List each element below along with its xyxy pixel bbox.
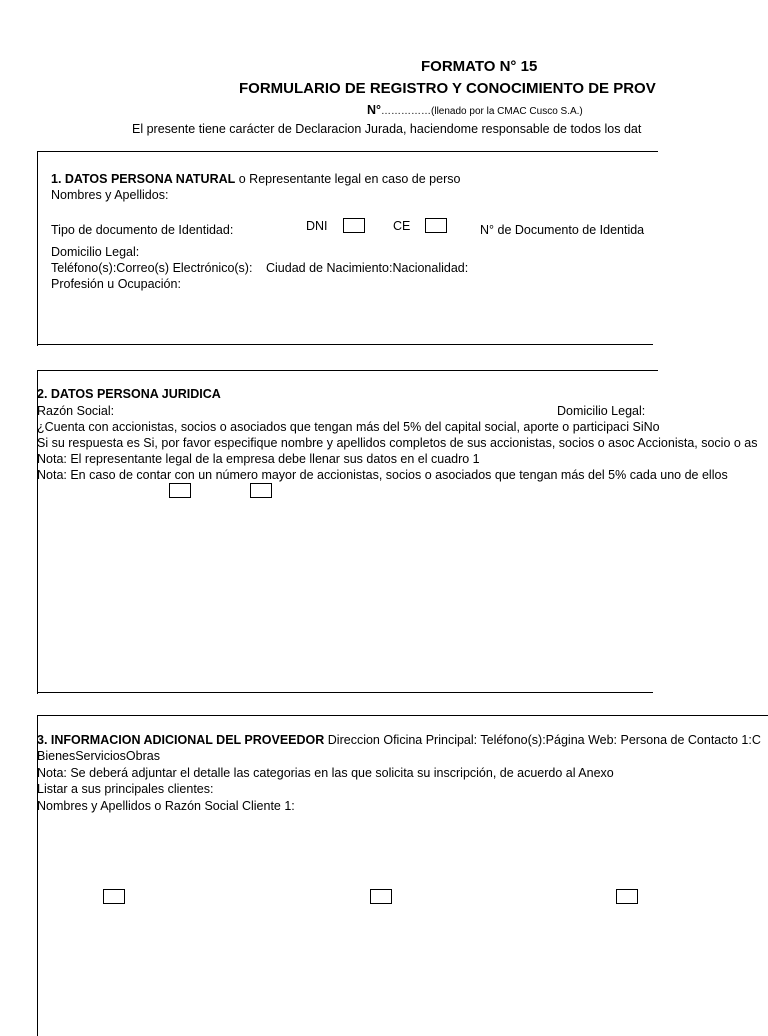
bienes-checkbox[interactable]	[103, 889, 125, 904]
client1-label: Nombres y Apellidos o Razón Social Cliente 1:	[37, 799, 295, 813]
form-number	[367, 101, 583, 119]
section1-title-bold: 1. DATOS PERSONA NATURAL	[51, 172, 236, 186]
dni-checkbox[interactable]	[343, 218, 365, 233]
number-note: (llenado por la CMAC Cusco S.A.)	[431, 106, 583, 117]
number-label: N°	[367, 103, 382, 117]
clients-list-label: Listar a sus principales clientes:	[37, 782, 214, 796]
section1-title	[51, 171, 460, 187]
shareholders-detail: Si su respuesta es Si, por favor especifique nombre y apellidos completos de sus accionistas, socios o asoc Accionista, socio o as	[37, 436, 758, 450]
section2-bottom-border	[37, 692, 653, 693]
number-dots[interactable]: ……………	[381, 106, 432, 117]
section2-title: 2. DATOS PERSONA JURIDICA	[37, 387, 221, 401]
profession-label: Profesión u Ocupación:	[51, 277, 181, 291]
ce-checkbox[interactable]	[425, 218, 447, 233]
section1-bottom-border	[37, 344, 653, 345]
si-checkbox[interactable]	[169, 483, 191, 498]
format-title: FORMATO N° 15	[421, 58, 538, 75]
section3-title-bold: 3. INFORMACION ADICIONAL DEL PROVEEDOR	[37, 733, 325, 747]
names-label: Nombres y Apellidos:	[51, 188, 169, 202]
declaration-text: El presente tiene carácter de Declaracion Jurada, haciendome responsable de todos los dat	[132, 122, 642, 136]
shareholders-question: ¿Cuenta con accionistas, socios o asociados que tengan más del 5% del capital social, aporte o participaci SiNo	[37, 420, 660, 434]
form-title: FORMULARIO DE REGISTRO Y CONOCIMIENTO DE PROV	[239, 80, 656, 97]
legal-address-label: Domicilio Legal:	[557, 404, 646, 418]
business-name-label: Razón Social:	[37, 404, 115, 418]
dni-label: DNI	[306, 219, 328, 233]
doc-type-label: Tipo de documento de Identidad:	[51, 223, 234, 237]
section1-title-rest: o Representante legal en caso de perso	[235, 172, 461, 186]
no-checkbox[interactable]	[250, 483, 272, 498]
obras-checkbox[interactable]	[616, 889, 638, 904]
section3-title	[37, 732, 761, 748]
ce-label: CE	[393, 219, 411, 233]
address-label: Domicilio Legal:	[51, 245, 140, 259]
section3-note: Nota: Se deberá adjuntar el detalle las categorias en las que solicita su inscripción, de acuerdo al Anexo	[37, 766, 614, 780]
contact-label: Teléfono(s):Correo(s) Electrónico(s):	[51, 261, 253, 275]
section2-note2: Nota: En caso de contar con un número mayor de accionistas, socios o asociados que tengan más del 5% cada uno de ellos	[37, 468, 728, 482]
section2-note1: Nota: El representante legal de la empresa debe llenar sus datos en el cuadro 1	[37, 452, 480, 466]
birth-label: Ciudad de Nacimiento:Nacionalidad:	[266, 261, 469, 275]
section3-title-rest: Direccion Oficina Principal: Teléfono(s):Página Web: Persona de Contacto 1:C	[324, 733, 761, 747]
doc-number-label: N° de Documento de Identida	[480, 223, 645, 237]
categories-label: BienesServiciosObras	[37, 749, 160, 763]
servicios-checkbox[interactable]	[370, 889, 392, 904]
